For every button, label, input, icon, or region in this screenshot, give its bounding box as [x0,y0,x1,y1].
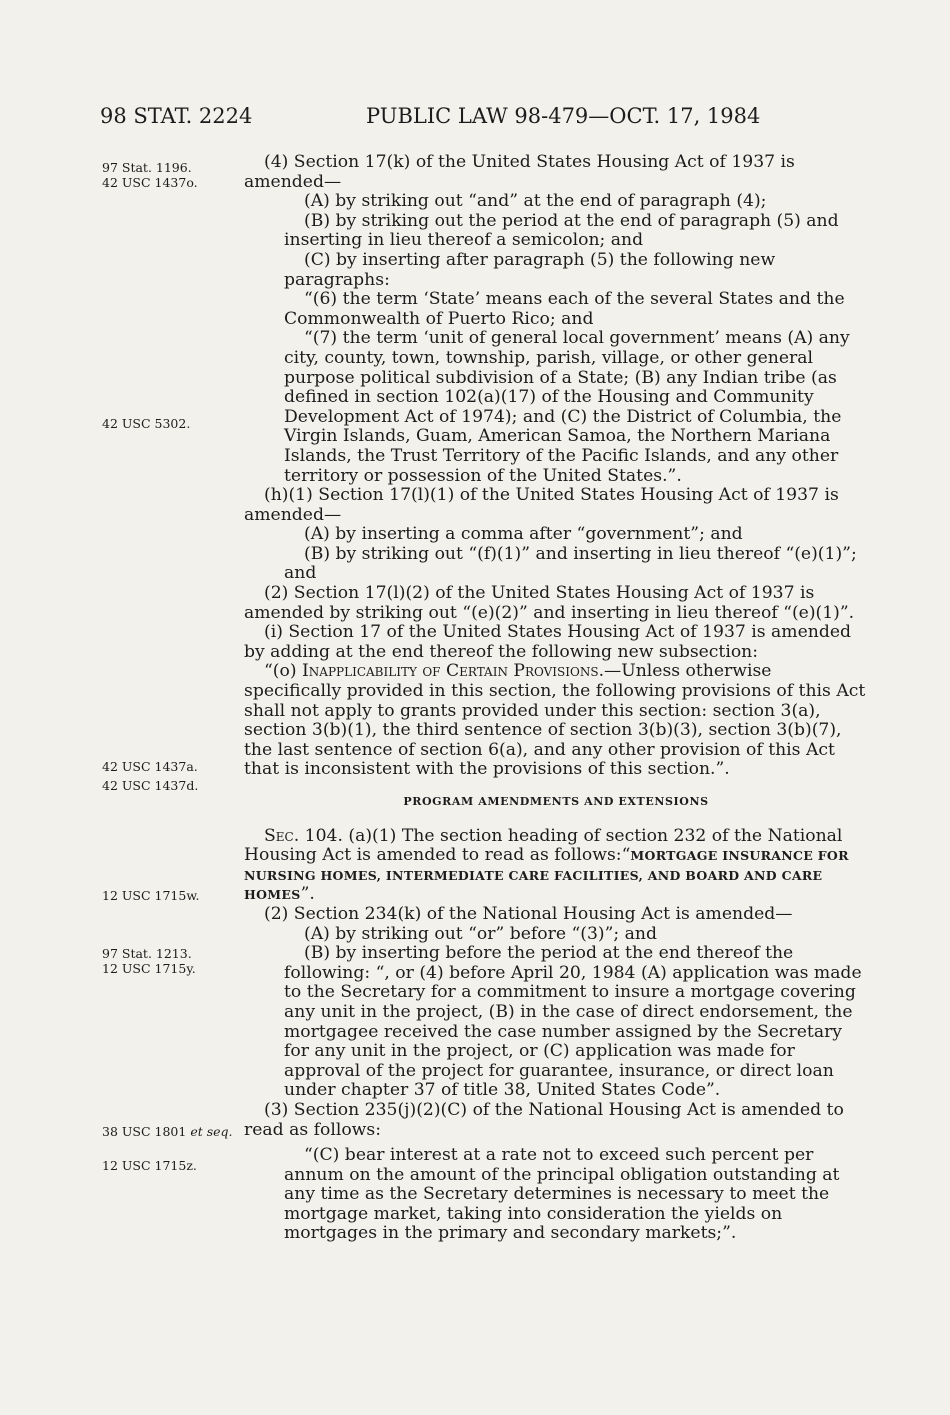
margin-note: 97 Stat. 1196. [102,160,192,175]
section-label: Sec [264,825,294,846]
margin-note-italic: et seq. [190,1124,233,1139]
paragraph-text: ”. [300,884,315,905]
paragraph: (B) by striking out “(f)(1)” and inserting in lieu thereof “(e)(1)”; and [284,543,857,584]
paragraph: “(7) the term ‘unit of general local government’ means (A) any city, county, town, township, parish, village, or other general purpose political subdivision of a State; (B) any Indian tribe (as defined in section 102(a)(17) of the Housing and Community Development Act of 1974); and (C) the District of Columbia, the Virgin Islands, Guam, American Samoa, the Northern Mariana Islands, the Trust Territory of the Pacific Islands, and any other territory or possession of the United States.”. [284,328,850,486]
paragraph: (h)(1) Section 17(l)(1) of the United States Housing Act of 1937 is amended— [244,485,839,525]
paragraph [244,662,868,780]
paragraph: (A) by striking out “or” before “(3)”; and [304,923,657,944]
paragraph: (3) Section 235(j)(2)(C) of the National Housing Act is amended to read as follows: [244,1099,844,1140]
margin-note: 12 USC 1715w. [102,888,200,903]
margin-note: 12 USC 1715y. [102,961,196,976]
paragraph: “(C) bear interest at a rate not to exceed such percent per annum on the amount of the principal obligation outstanding at any time as the Secretary determines is necessary to meet the mortgage market, taking into consideration the yields on mortgages in the primary and secondary markets;”. [284,1145,840,1244]
paragraph: (A) by striking out “and” at the end of paragraph (4); [304,191,767,212]
margin-note: 42 USC 1437o. [102,175,198,190]
margin-note: 12 USC 1715z. [102,1158,197,1173]
page-header [0,104,950,134]
running-title: PUBLIC LAW 98-479—OCT. 17, 1984 [366,104,761,128]
paragraph: (i) Section 17 of the United States Housing Act of 1937 is amended by adding at the end thereof the following new subsection: [244,622,852,662]
paragraph-text: —Unless otherwise specifically provided in this section, the following provisions of this Act shall not apply to grants provided under this section: section 3(a), section 3(b)(1), the third sentence of section 3(b)(3), section 3(b)(7), the last sentence of section 6(a), and any other provision of this Act that is inconsistent with the provisions of this section.”. [244,661,866,780]
statute-page-number: 98 STAT. 2224 [100,104,253,128]
paragraph: (B) by striking out the period at the end of paragraph (5) and inserting in lieu thereof a semicolon; and [284,210,839,251]
statute-body [244,153,868,1244]
margin-note [102,1124,233,1139]
paragraph: (2) Section 17(l)(2) of the United States Housing Act of 1937 is amended by striking out “(e)(2)” and inserting in lieu thereof “(e)(1)”. [244,583,855,623]
quote-lead: “(o) [264,661,303,682]
section-heading: PROGRAM AMENDMENTS AND EXTENSIONS [403,795,709,808]
paragraph: (2) Section 234(k) of the National Housing Act is amended— [264,903,793,924]
margin-note: 42 USC 1437a. [102,759,198,774]
margin-note-text: 38 USC 1801 [102,1124,187,1139]
paragraph: “(6) the term ‘State’ means each of the several States and the Commonwealth of Puerto Rico; and [284,289,845,329]
paragraph: (B) by inserting before the period at the end thereof the following: “, or (4) before April 20, 1984 (A) application was made to the Secretary for a commitment to insure a mortgage covering any unit in the project, (B) in the case of direct endorsement, the mortgagee received the case number assigned by the Secretary for any unit in the project, or (C) application was made for approval of the project for guarantee, insurance, or direct loan under chapter 37 of title 38, United States Code”. [284,943,862,1101]
paragraph: (C) by inserting after paragraph (5) the following new paragraphs: [284,249,776,290]
margin-note: 42 USC 1437d. [102,778,199,793]
paragraph: (A) by inserting a comma after “government”; and [304,524,743,545]
paragraph: (4) Section 17(k) of the United States Housing Act of 1937 is amended— [244,152,795,192]
quoted-heading: MORTGAGE INSURANCE FOR NURSING HOMES, INTERMEDIATE CARE FACILITIES, AND BOARD AND CARE HOMES [244,848,849,903]
paragraph [244,827,868,905]
subsection-title: Inapplicability of Certain Provisions. [302,661,605,682]
paragraph-text: . 104. (a)(1) The section heading of section 232 of the National Housing Act is amended to read as follows:“ [244,825,843,866]
margin-note: 42 USC 5302. [102,416,191,431]
margin-note: 97 Stat. 1213. [102,946,192,961]
